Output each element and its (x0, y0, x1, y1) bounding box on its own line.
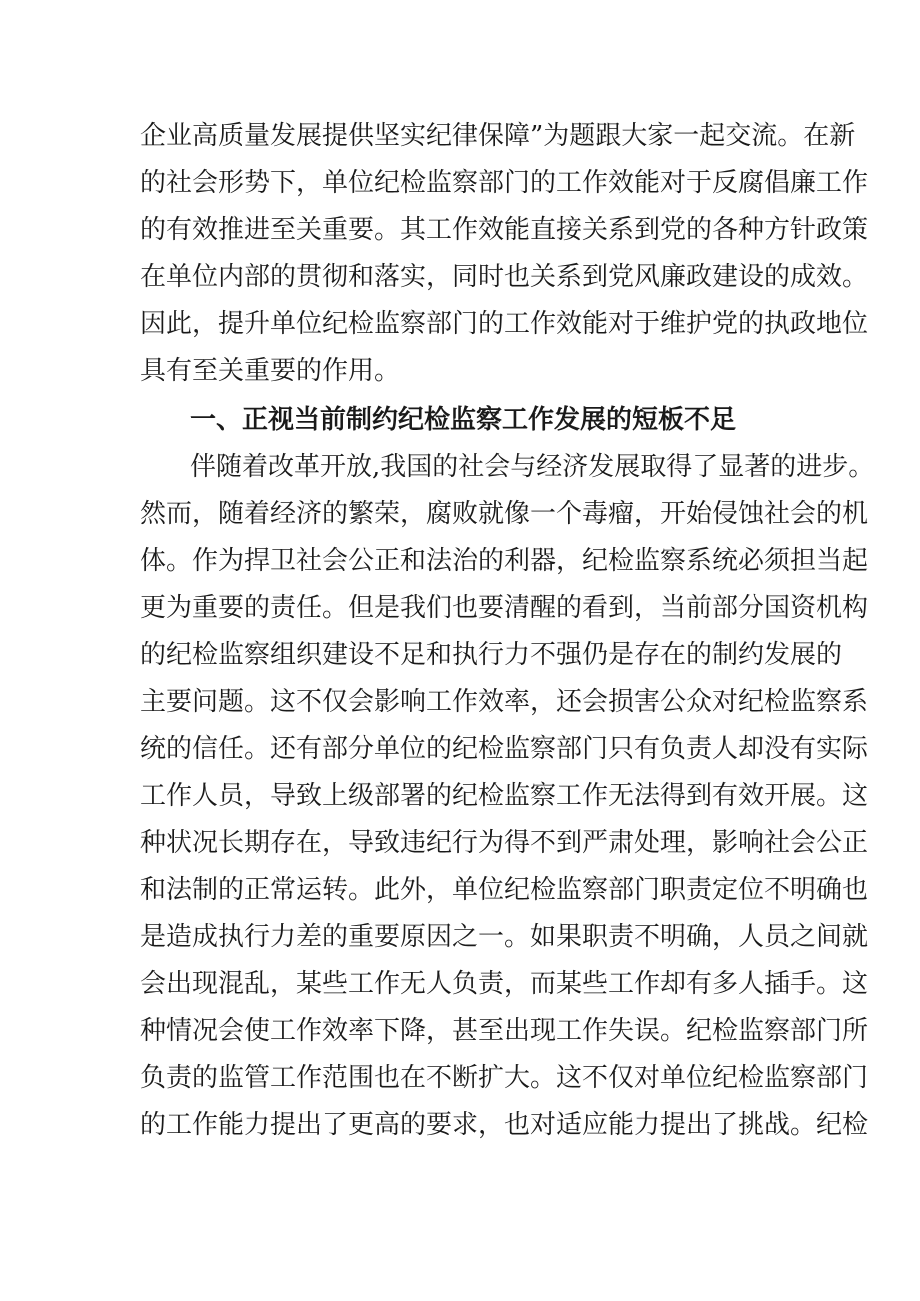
paragraph-line: 更为重要的责任。但是我们也要清醒的看到，当前部分国资机构 (140, 593, 869, 623)
paragraph-line: 因此，提升单位纪检监察部门的工作效能对于维护党的执政地位 (140, 309, 869, 339)
paragraph-line: 在单位内部的贯彻和落实，同时也关系到党风廉政建设的成效。 (140, 262, 869, 292)
paragraph-line: 的社会形势下，单位纪检监察部门的工作效能对于反腐倡廉工作 (140, 168, 869, 198)
paragraph-line: 工作人员，导致上级部署的纪检监察工作无法得到有效开展。这 (140, 781, 869, 811)
paragraph-line: 的纪检监察组织建设不足和执行力不强仍是存在的制约发展的 (140, 640, 843, 670)
paragraph-line: 是造成执行力差的重要原因之一。如果职责不明确，人员之间就 (140, 922, 869, 952)
paragraph-line: 统的信任。还有部分单位的纪检监察部门只有负责人却没有实际 (140, 734, 869, 764)
paragraph-line: 种状况长期存在，导致违纪行为得不到严肃处理，影响社会公正 (140, 828, 869, 858)
paragraph-line: 具有至关重要的作用。 (140, 356, 401, 386)
paragraph-line: 种情况会使工作效率下降，甚至出现工作失误。纪检监察部门所 (140, 1016, 869, 1046)
paragraph-line: 负责的监管工作范围也在不断扩大。这不仅对单位纪检监察部门 (140, 1063, 869, 1093)
paragraph-line: 和法制的正常运转。此外，单位纪检监察部门职责定位不明确也 (140, 875, 869, 905)
section-heading: 一、正视当前制约纪检监察工作发展的短板不足 (190, 405, 737, 435)
paragraph-line: 企业高质量发展提供坚实纪律保障”为题跟大家一起交流。在新 (140, 121, 856, 151)
paragraph-line: 伴随着改革开放,我国的社会与经济发展取得了显著的进步。 (190, 452, 875, 482)
paragraph-line: 的工作能力提出了更高的要求，也对适应能力提出了挑战。纪检 (140, 1110, 869, 1140)
paragraph-line: 体。作为捍卫社会公正和法治的利器，纪检监察系统必须担当起 (140, 546, 869, 576)
paragraph-line: 的有效推进至关重要。其工作效能直接关系到党的各种方针政策 (140, 215, 869, 245)
paragraph-line: 会出现混乱，某些工作无人负责，而某些工作却有多人插手。这 (140, 969, 869, 999)
paragraph-line: 主要问题。这不仅会影响工作效率，还会损害公众对纪检监察系 (140, 687, 869, 717)
paragraph-line: 然而，随着经济的繁荣，腐败就像一个毒瘤，开始侵蚀社会的机 (140, 499, 869, 529)
